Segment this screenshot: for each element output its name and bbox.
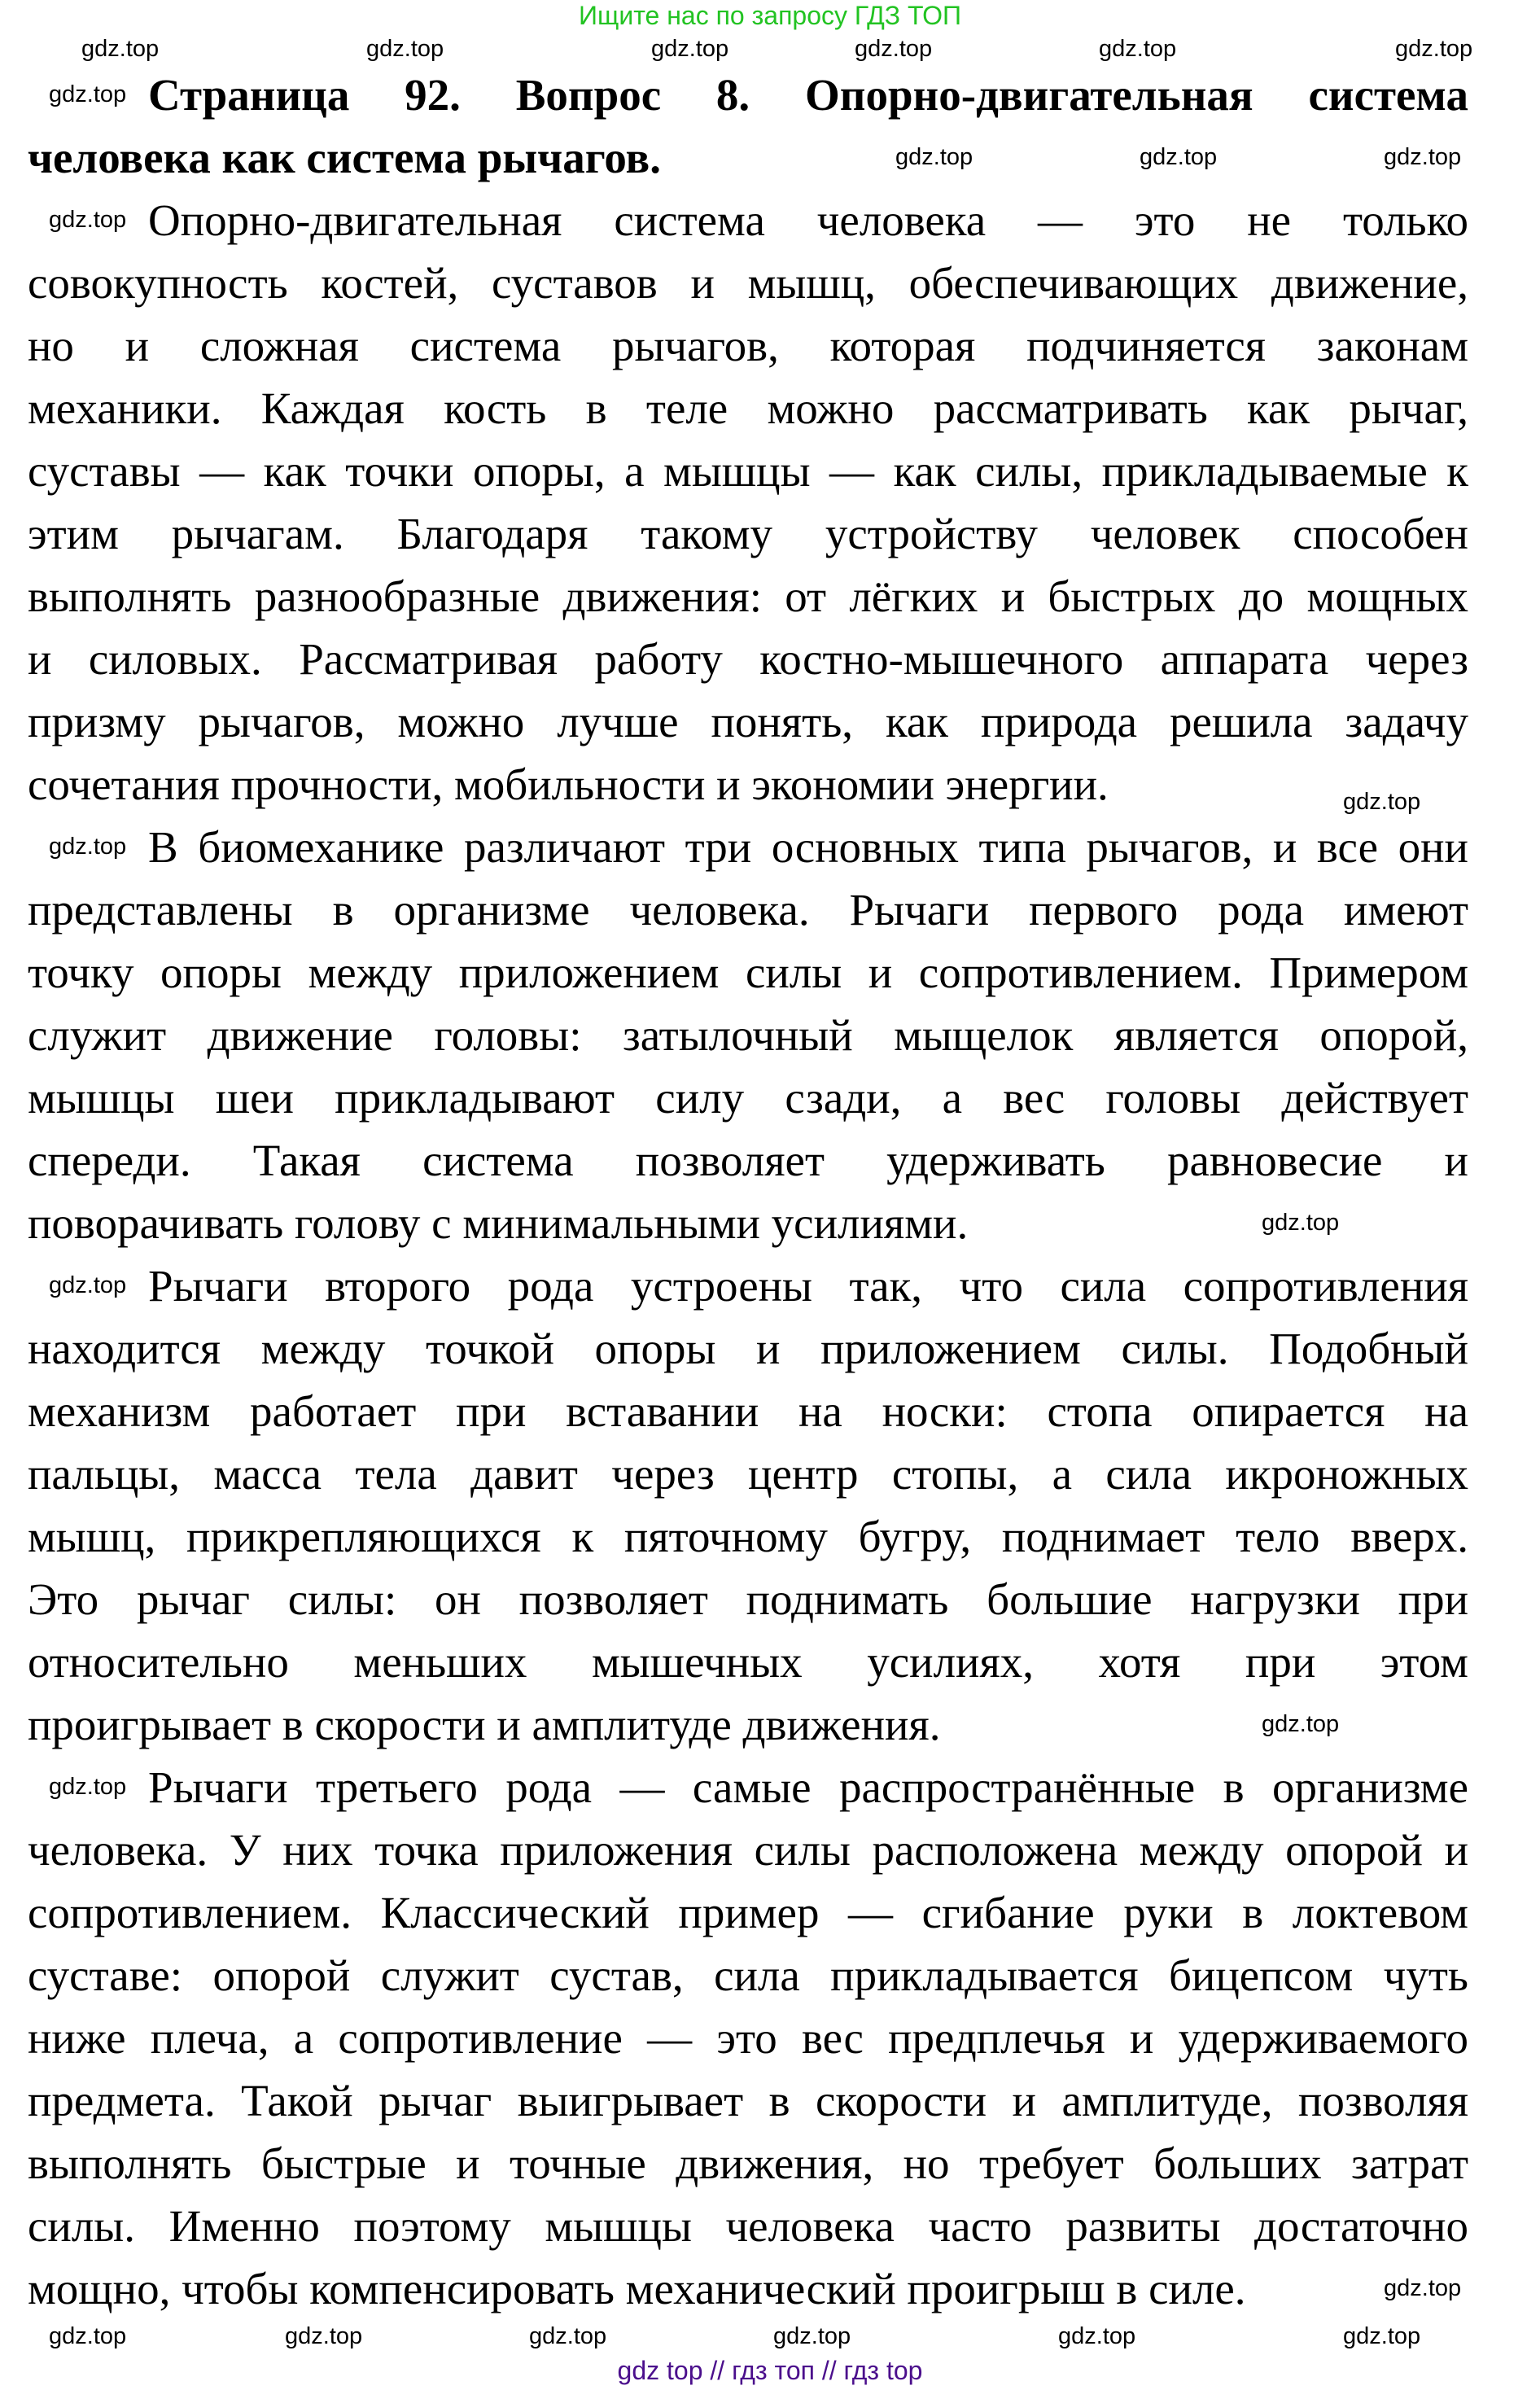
watermark: gdz.top <box>49 1272 127 1298</box>
watermark: gdz.top <box>49 81 127 107</box>
document <box>28 63 1468 2320</box>
watermark: gdz.top <box>1058 2323 1136 2349</box>
watermark: gdz.top <box>49 2323 127 2349</box>
text-line: этим рычагам. Благодаря такому устройству человек способен <box>28 509 1468 558</box>
text-line: человека как система рычагов. <box>28 133 661 182</box>
watermark: gdz.top <box>1140 144 1218 170</box>
watermark: gdz.top <box>49 207 127 233</box>
footer-links[interactable]: gdz top // гдз топ // гдз top <box>617 2356 923 2385</box>
watermark: gdz.top <box>366 36 444 62</box>
text-line: совокупность костей, суставов и мышц, обеспечивающих движение, <box>28 258 1468 308</box>
text-line: Опорно-двигательная система человека — это не только <box>148 195 1468 245</box>
text-line: мышцы шеи прикладывают силу сзади, а вес головы действует <box>28 1073 1468 1123</box>
watermark: gdz.top <box>773 2323 851 2349</box>
watermark: gdz.top <box>49 834 127 860</box>
answer-body <box>28 189 1468 2320</box>
text-line: призму рычагов, можно лучше понять, как природа решила задачу <box>28 697 1468 746</box>
watermark: gdz.top <box>1262 1711 1340 1737</box>
text-line: и силовых. Рассматривая работу костно-мышечного аппарата через <box>28 634 1468 684</box>
watermark: gdz.top <box>1262 1210 1340 1236</box>
text-line: сочетания прочности, мобильности и экономии энергии. <box>28 759 1109 809</box>
text-line: выполнять быстрые и точные движения, но требует больших затрат <box>28 2138 1468 2188</box>
text-line: Это рычаг силы: он позволяет поднимать большие нагрузки при <box>28 1574 1468 1624</box>
text-line: относительно меньших мышечных усилиях, хотя при этом <box>28 1637 1468 1687</box>
watermark: gdz.top <box>855 36 933 62</box>
search-banner: Ищите нас по запросу ГДЗ ТОП <box>579 1 961 30</box>
watermark: gdz.top <box>1343 789 1421 815</box>
text-line: В биомеханике различают три основных типа рычагов, и все они <box>148 822 1468 872</box>
watermark: gdz.top <box>285 2323 363 2349</box>
text-line: предмета. Такой рычаг выигрывает в скорости и амплитуде, позволяя <box>28 2076 1468 2125</box>
text-line: ниже плеча, а сопротивление — это вес предплечья и удерживаемого <box>28 2013 1468 2063</box>
watermark: gdz.top <box>895 144 973 170</box>
watermark: gdz.top <box>81 36 160 62</box>
text-line: поворачивать голову с минимальными усилиями. <box>28 1198 969 1248</box>
text-line: суставы — как точки опоры, а мышцы — как силы, прикладываемые к <box>28 446 1468 496</box>
watermark: gdz.top <box>1384 144 1462 170</box>
text-line: Рычаги второго рода устроены так, что сила сопротивления <box>148 1261 1468 1311</box>
watermark: gdz.top <box>49 1774 127 1800</box>
watermark: gdz.top <box>529 2323 607 2349</box>
text-line: находится между точкой опоры и приложением силы. Подобный <box>28 1324 1468 1373</box>
paragraph <box>28 1756 1468 2320</box>
text-line: мощно, чтобы компенсировать механический проигрыш в силе. <box>28 2264 1246 2313</box>
text-line: механики. Каждая кость в теле можно рассматривать как рычаг, <box>28 383 1468 433</box>
page-title <box>28 63 1468 189</box>
text-line: Страница 92. Вопрос 8. Опорно-двигательная система <box>148 70 1468 120</box>
text-line: точку опоры между приложением силы и сопротивлением. Примером <box>28 948 1468 997</box>
watermark: gdz.top <box>1099 36 1177 62</box>
paragraph <box>28 189 1468 816</box>
text-line: мышц, прикрепляющихся к пяточному бугру, поднимает тело вверх. <box>28 1512 1468 1561</box>
text-line: человека. У них точка приложения силы расположена между опорой и <box>28 1825 1468 1875</box>
text-line: представлены в организме человека. Рычаги первого рода имеют <box>28 885 1468 935</box>
text-line: проигрывает в скорости и амплитуде движения. <box>28 1700 941 1749</box>
paragraph <box>28 1254 1468 1756</box>
watermark: gdz.top <box>651 36 729 62</box>
text-line: служит движение головы: затылочный мыщелок является опорой, <box>28 1010 1468 1060</box>
text-line: пальцы, масса тела давит через центр стопы, а сила икроножных <box>28 1449 1468 1499</box>
text-line: спереди. Такая система позволяет удерживать равновесие и <box>28 1136 1468 1185</box>
text-line: Рычаги третьего рода — самые распространённые в организме <box>148 1762 1468 1812</box>
text-line: сопротивлением. Классический пример — сгибание руки в локтевом <box>28 1888 1468 1937</box>
text-line: механизм работает при вставании на носки: стопа опирается на <box>28 1386 1468 1436</box>
text-line: выполнять разнообразные движения: от лёгких и быстрых до мощных <box>28 571 1468 621</box>
text-line: силы. Именно поэтому мышцы человека часто развиты достаточно <box>28 2201 1468 2251</box>
text-line: суставе: опорой служит сустав, сила прикладывается бицепсом чуть <box>28 1950 1468 2000</box>
watermark: gdz.top <box>1395 36 1473 62</box>
text-line: но и сложная система рычагов, которая подчиняется законам <box>28 321 1468 370</box>
watermark: gdz.top <box>1343 2323 1421 2349</box>
watermark: gdz.top <box>1384 2275 1462 2301</box>
paragraph <box>28 816 1468 1254</box>
